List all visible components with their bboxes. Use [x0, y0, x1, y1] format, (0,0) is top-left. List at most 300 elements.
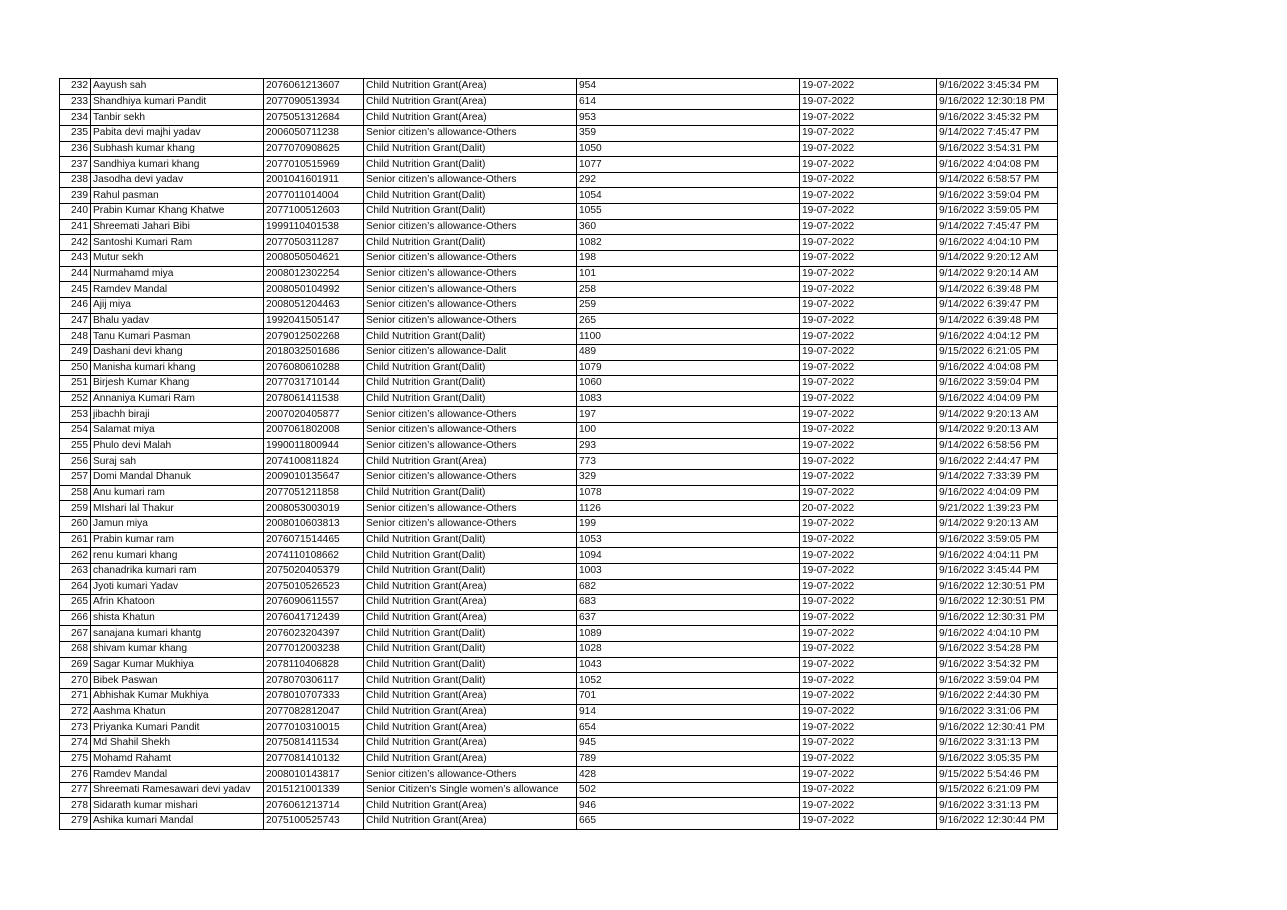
id-number-cell: 2077051211858: [264, 485, 364, 501]
id-number-cell: 1990011800944: [264, 438, 364, 454]
amount-cell: 1077: [577, 157, 800, 173]
amount-cell: 614: [577, 94, 800, 110]
date-cell: 19-07-2022: [800, 767, 937, 783]
serial-number-cell: 250: [60, 360, 91, 376]
amount-cell: 292: [577, 172, 800, 188]
date-cell: 19-07-2022: [800, 516, 937, 532]
allowance-type-cell: Senior Citizen's Single women’s allowance: [364, 782, 577, 798]
name-cell: sanajana kumari khantg: [91, 626, 264, 642]
allowance-type-cell: Child Nutrition Grant(Area): [364, 110, 577, 126]
allowance-type-cell: Child Nutrition Grant(Dalit): [364, 204, 577, 220]
date-cell: 19-07-2022: [800, 642, 937, 658]
table-row: [60, 125, 1058, 141]
table-row: [60, 454, 1058, 470]
date-cell: 19-07-2022: [800, 532, 937, 548]
id-number-cell: 2077100512603: [264, 204, 364, 220]
date-cell: 19-07-2022: [800, 814, 937, 830]
timestamp-cell: 9/14/2022 6:58:57 PM: [937, 172, 1058, 188]
table-row: [60, 735, 1058, 751]
date-cell: 19-07-2022: [800, 704, 937, 720]
date-cell: 19-07-2022: [800, 157, 937, 173]
allowance-type-cell: Child Nutrition Grant(Dalit): [364, 532, 577, 548]
allowance-type-cell: Child Nutrition Grant(Dalit): [364, 673, 577, 689]
serial-number-cell: 269: [60, 657, 91, 673]
allowance-type-cell: Senior citizen’s allowance-Others: [364, 501, 577, 517]
timestamp-cell: 9/16/2022 3:45:32 PM: [937, 110, 1058, 126]
serial-number-cell: 270: [60, 673, 91, 689]
name-cell: Jasodha devi yadav: [91, 172, 264, 188]
date-cell: 19-07-2022: [800, 438, 937, 454]
date-cell: 19-07-2022: [800, 219, 937, 235]
id-number-cell: 2077031710144: [264, 376, 364, 392]
table-row: [60, 282, 1058, 298]
id-number-cell: 2077012003238: [264, 642, 364, 658]
amount-cell: 100: [577, 423, 800, 439]
id-number-cell: 2078110406828: [264, 657, 364, 673]
date-cell: 19-07-2022: [800, 688, 937, 704]
table-row: [60, 297, 1058, 313]
table-row: [60, 251, 1058, 267]
amount-cell: 1089: [577, 626, 800, 642]
name-cell: Sagar Kumar Mukhiya: [91, 657, 264, 673]
id-number-cell: 2077082812047: [264, 704, 364, 720]
name-cell: Pabita devi majhi yadav: [91, 125, 264, 141]
date-cell: 19-07-2022: [800, 94, 937, 110]
name-cell: Priyanka Kumari Pandit: [91, 720, 264, 736]
table-row: [60, 266, 1058, 282]
timestamp-cell: 9/16/2022 4:04:12 PM: [937, 329, 1058, 345]
name-cell: Bhalu yadav: [91, 313, 264, 329]
table-row: [60, 219, 1058, 235]
date-cell: 19-07-2022: [800, 548, 937, 564]
allowance-type-cell: Child Nutrition Grant(Area): [364, 688, 577, 704]
name-cell: Mohamd Rahamt: [91, 751, 264, 767]
amount-cell: 945: [577, 735, 800, 751]
timestamp-cell: 9/16/2022 3:05:35 PM: [937, 751, 1058, 767]
allowance-type-cell: Child Nutrition Grant(Dalit): [364, 391, 577, 407]
serial-number-cell: 273: [60, 720, 91, 736]
allowance-type-cell: Child Nutrition Grant(Area): [364, 454, 577, 470]
date-cell: 19-07-2022: [800, 563, 937, 579]
table-row: [60, 485, 1058, 501]
timestamp-cell: 9/16/2022 3:59:05 PM: [937, 532, 1058, 548]
allowance-type-cell: Senior citizen’s allowance-Others: [364, 470, 577, 486]
timestamp-cell: 9/14/2022 9:20:14 AM: [937, 266, 1058, 282]
date-cell: 19-07-2022: [800, 141, 937, 157]
date-cell: 19-07-2022: [800, 735, 937, 751]
allowance-type-cell: Child Nutrition Grant(Dalit): [364, 548, 577, 564]
id-number-cell: 2009010135647: [264, 470, 364, 486]
date-cell: 19-07-2022: [800, 798, 937, 814]
amount-cell: 773: [577, 454, 800, 470]
amount-cell: 701: [577, 688, 800, 704]
serial-number-cell: 235: [60, 125, 91, 141]
id-number-cell: 2075010526523: [264, 579, 364, 595]
serial-number-cell: 244: [60, 266, 91, 282]
table-row: [60, 407, 1058, 423]
date-cell: 19-07-2022: [800, 79, 937, 95]
name-cell: Bibek Paswan: [91, 673, 264, 689]
allowance-type-cell: Child Nutrition Grant(Area): [364, 79, 577, 95]
id-number-cell: 2006050711238: [264, 125, 364, 141]
date-cell: 19-07-2022: [800, 204, 937, 220]
serial-number-cell: 268: [60, 642, 91, 658]
serial-number-cell: 238: [60, 172, 91, 188]
table-row: [60, 579, 1058, 595]
timestamp-cell: 9/16/2022 12:30:51 PM: [937, 579, 1058, 595]
allowance-type-cell: Child Nutrition Grant(Dalit): [364, 188, 577, 204]
amount-cell: 1028: [577, 642, 800, 658]
serial-number-cell: 264: [60, 579, 91, 595]
id-number-cell: 2007020405877: [264, 407, 364, 423]
name-cell: Manisha kumari khang: [91, 360, 264, 376]
amount-cell: 1055: [577, 204, 800, 220]
serial-number-cell: 249: [60, 344, 91, 360]
serial-number-cell: 233: [60, 94, 91, 110]
date-cell: 19-07-2022: [800, 595, 937, 611]
timestamp-cell: 9/15/2022 5:54:46 PM: [937, 767, 1058, 783]
table-row: [60, 704, 1058, 720]
serial-number-cell: 267: [60, 626, 91, 642]
timestamp-cell: 9/16/2022 4:04:10 PM: [937, 626, 1058, 642]
table-row: [60, 767, 1058, 783]
amount-cell: 329: [577, 470, 800, 486]
name-cell: Jamun miya: [91, 516, 264, 532]
name-cell: Sandhiya kumari khang: [91, 157, 264, 173]
date-cell: 19-07-2022: [800, 172, 937, 188]
id-number-cell: 2015121001339: [264, 782, 364, 798]
serial-number-cell: 245: [60, 282, 91, 298]
amount-cell: 428: [577, 767, 800, 783]
name-cell: Sidarath kumar mishari: [91, 798, 264, 814]
id-number-cell: 2075100525743: [264, 814, 364, 830]
allowance-type-cell: Senior citizen’s allowance-Others: [364, 407, 577, 423]
serial-number-cell: 279: [60, 814, 91, 830]
id-number-cell: 2075020405379: [264, 563, 364, 579]
id-number-cell: 2077010515969: [264, 157, 364, 173]
allowance-type-cell: Child Nutrition Grant(Area): [364, 720, 577, 736]
name-cell: Ramdev Mandal: [91, 282, 264, 298]
allowance-type-cell: Child Nutrition Grant(Dalit): [364, 235, 577, 251]
name-cell: Phulo devi Malah: [91, 438, 264, 454]
date-cell: 19-07-2022: [800, 610, 937, 626]
id-number-cell: 1999110401538: [264, 219, 364, 235]
allowance-type-cell: Child Nutrition Grant(Area): [364, 704, 577, 720]
timestamp-cell: 9/16/2022 3:45:44 PM: [937, 563, 1058, 579]
id-number-cell: 2078061411538: [264, 391, 364, 407]
table-row: [60, 626, 1058, 642]
amount-cell: 1053: [577, 532, 800, 548]
serial-number-cell: 234: [60, 110, 91, 126]
table-row: [60, 516, 1058, 532]
amount-cell: 637: [577, 610, 800, 626]
date-cell: 19-07-2022: [800, 282, 937, 298]
id-number-cell: 2008010143817: [264, 767, 364, 783]
date-cell: 19-07-2022: [800, 470, 937, 486]
timestamp-cell: 9/16/2022 3:59:05 PM: [937, 204, 1058, 220]
table-row: [60, 501, 1058, 517]
timestamp-cell: 9/16/2022 3:59:04 PM: [937, 376, 1058, 392]
amount-cell: 360: [577, 219, 800, 235]
date-cell: 19-07-2022: [800, 657, 937, 673]
allowance-type-cell: Child Nutrition Grant(Area): [364, 798, 577, 814]
name-cell: jibachh biraji: [91, 407, 264, 423]
serial-number-cell: 277: [60, 782, 91, 798]
id-number-cell: 2076061213607: [264, 79, 364, 95]
date-cell: 19-07-2022: [800, 626, 937, 642]
date-cell: 19-07-2022: [800, 235, 937, 251]
table-row: [60, 798, 1058, 814]
amount-cell: 1078: [577, 485, 800, 501]
timestamp-cell: 9/15/2022 6:21:05 PM: [937, 344, 1058, 360]
amount-cell: 1052: [577, 673, 800, 689]
serial-number-cell: 256: [60, 454, 91, 470]
table-row: [60, 782, 1058, 798]
table-row: [60, 657, 1058, 673]
id-number-cell: 2076071514465: [264, 532, 364, 548]
timestamp-cell: 9/16/2022 2:44:47 PM: [937, 454, 1058, 470]
table-row: [60, 157, 1058, 173]
date-cell: 19-07-2022: [800, 344, 937, 360]
allowance-type-cell: Senior citizen’s allowance-Others: [364, 251, 577, 267]
id-number-cell: 2008012302254: [264, 266, 364, 282]
timestamp-cell: 9/14/2022 6:39:47 PM: [937, 297, 1058, 313]
serial-number-cell: 240: [60, 204, 91, 220]
serial-number-cell: 243: [60, 251, 91, 267]
serial-number-cell: 253: [60, 407, 91, 423]
name-cell: Rahul pasman: [91, 188, 264, 204]
serial-number-cell: 266: [60, 610, 91, 626]
name-cell: Salamat miya: [91, 423, 264, 439]
table-row: [60, 110, 1058, 126]
amount-cell: 1083: [577, 391, 800, 407]
timestamp-cell: 9/16/2022 4:04:10 PM: [937, 235, 1058, 251]
date-cell: 20-07-2022: [800, 501, 937, 517]
timestamp-cell: 9/16/2022 12:30:51 PM: [937, 595, 1058, 611]
table-row: [60, 814, 1058, 830]
name-cell: Shandhiya kumari Pandit: [91, 94, 264, 110]
serial-number-cell: 265: [60, 595, 91, 611]
id-number-cell: 2075051312684: [264, 110, 364, 126]
table-row: [60, 235, 1058, 251]
id-number-cell: 2077011014004: [264, 188, 364, 204]
amount-cell: 946: [577, 798, 800, 814]
id-number-cell: 2076090611557: [264, 595, 364, 611]
date-cell: 19-07-2022: [800, 297, 937, 313]
allowance-type-cell: Child Nutrition Grant(Dalit): [364, 376, 577, 392]
amount-cell: 1054: [577, 188, 800, 204]
date-cell: 19-07-2022: [800, 110, 937, 126]
table-row: [60, 329, 1058, 345]
name-cell: Abhishak Kumar Mukhiya: [91, 688, 264, 704]
name-cell: Subhash kumar khang: [91, 141, 264, 157]
table-row: [60, 751, 1058, 767]
allowance-type-cell: Child Nutrition Grant(Area): [364, 579, 577, 595]
timestamp-cell: 9/14/2022 7:33:39 PM: [937, 470, 1058, 486]
table-row: [60, 595, 1058, 611]
serial-number-cell: 232: [60, 79, 91, 95]
name-cell: chanadrika kumari ram: [91, 563, 264, 579]
table-row: [60, 94, 1058, 110]
allowance-type-cell: Senior citizen’s allowance-Others: [364, 282, 577, 298]
name-cell: Prabin kumar ram: [91, 532, 264, 548]
amount-cell: 1050: [577, 141, 800, 157]
name-cell: Tanu Kumari Pasman: [91, 329, 264, 345]
serial-number-cell: 260: [60, 516, 91, 532]
timestamp-cell: 9/16/2022 12:30:18 PM: [937, 94, 1058, 110]
amount-cell: 1060: [577, 376, 800, 392]
name-cell: Md Shahil Shekh: [91, 735, 264, 751]
timestamp-cell: 9/16/2022 3:54:28 PM: [937, 642, 1058, 658]
timestamp-cell: 9/16/2022 4:04:09 PM: [937, 485, 1058, 501]
timestamp-cell: 9/14/2022 6:39:48 PM: [937, 313, 1058, 329]
name-cell: Tanbir sekh: [91, 110, 264, 126]
timestamp-cell: 9/14/2022 7:45:47 PM: [937, 219, 1058, 235]
serial-number-cell: 274: [60, 735, 91, 751]
amount-cell: 199: [577, 516, 800, 532]
table-row: [60, 720, 1058, 736]
amount-cell: 789: [577, 751, 800, 767]
name-cell: shista Khatun: [91, 610, 264, 626]
table-row: [60, 188, 1058, 204]
allowance-type-cell: Senior citizen’s allowance-Others: [364, 297, 577, 313]
name-cell: Ramdev Mandal: [91, 767, 264, 783]
id-number-cell: 2007061802008: [264, 423, 364, 439]
name-cell: Aayush sah: [91, 79, 264, 95]
name-cell: Domi Mandal Dhanuk: [91, 470, 264, 486]
allowance-type-cell: Senior citizen’s allowance-Others: [364, 313, 577, 329]
id-number-cell: 2077081410132: [264, 751, 364, 767]
name-cell: Jyoti kumari Yadav: [91, 579, 264, 595]
table-row: [60, 313, 1058, 329]
id-number-cell: 2076041712439: [264, 610, 364, 626]
date-cell: 19-07-2022: [800, 376, 937, 392]
id-number-cell: 2075081411534: [264, 735, 364, 751]
id-number-cell: 2077070908625: [264, 141, 364, 157]
timestamp-cell: 9/14/2022 9:20:12 AM: [937, 251, 1058, 267]
amount-cell: 502: [577, 782, 800, 798]
serial-number-cell: 239: [60, 188, 91, 204]
id-number-cell: 2008010603813: [264, 516, 364, 532]
timestamp-cell: 9/16/2022 4:04:09 PM: [937, 391, 1058, 407]
date-cell: 19-07-2022: [800, 751, 937, 767]
allowance-type-cell: Senior citizen’s allowance-Others: [364, 767, 577, 783]
allowance-type-cell: Senior citizen’s allowance-Others: [364, 516, 577, 532]
allowance-type-cell: Child Nutrition Grant(Dalit): [364, 563, 577, 579]
id-number-cell: 2074100811824: [264, 454, 364, 470]
allowance-type-cell: Child Nutrition Grant(Area): [364, 735, 577, 751]
allowance-type-cell: Senior citizen’s allowance-Others: [364, 266, 577, 282]
id-number-cell: 2077050311287: [264, 235, 364, 251]
id-number-cell: 2074110108662: [264, 548, 364, 564]
amount-cell: 1079: [577, 360, 800, 376]
table-row: [60, 610, 1058, 626]
allowance-type-cell: Senior citizen’s allowance-Others: [364, 438, 577, 454]
table-row: [60, 391, 1058, 407]
allowance-type-cell: Child Nutrition Grant(Dalit): [364, 157, 577, 173]
date-cell: 19-07-2022: [800, 360, 937, 376]
date-cell: 19-07-2022: [800, 266, 937, 282]
timestamp-cell: 9/16/2022 3:45:34 PM: [937, 79, 1058, 95]
timestamp-cell: 9/16/2022 12:30:41 PM: [937, 720, 1058, 736]
timestamp-cell: 9/15/2022 6:21:09 PM: [937, 782, 1058, 798]
serial-number-cell: 257: [60, 470, 91, 486]
table-row: [60, 563, 1058, 579]
allowance-type-cell: Child Nutrition Grant(Dalit): [364, 642, 577, 658]
allowance-type-cell: Child Nutrition Grant(Area): [364, 814, 577, 830]
timestamp-cell: 9/16/2022 3:59:04 PM: [937, 673, 1058, 689]
amount-cell: 258: [577, 282, 800, 298]
name-cell: Shreemati Ramesawari devi yadav: [91, 782, 264, 798]
name-cell: Prabin Kumar Khang Khatwe: [91, 204, 264, 220]
name-cell: Santoshi Kumari Ram: [91, 235, 264, 251]
amount-cell: 1082: [577, 235, 800, 251]
date-cell: 19-07-2022: [800, 188, 937, 204]
id-number-cell: 2008050104992: [264, 282, 364, 298]
serial-number-cell: 278: [60, 798, 91, 814]
amount-cell: 293: [577, 438, 800, 454]
id-number-cell: 1992041505147: [264, 313, 364, 329]
amount-cell: 953: [577, 110, 800, 126]
amount-cell: 654: [577, 720, 800, 736]
serial-number-cell: 247: [60, 313, 91, 329]
table-row: [60, 532, 1058, 548]
name-cell: Afrin Khatoon: [91, 595, 264, 611]
date-cell: 19-07-2022: [800, 391, 937, 407]
amount-cell: 683: [577, 595, 800, 611]
allowance-type-cell: Senior citizen’s allowance-Others: [364, 125, 577, 141]
id-number-cell: 2076080610288: [264, 360, 364, 376]
serial-number-cell: 272: [60, 704, 91, 720]
id-number-cell: 2018032501686: [264, 344, 364, 360]
timestamp-cell: 9/16/2022 4:04:08 PM: [937, 360, 1058, 376]
timestamp-cell: 9/16/2022 4:04:11 PM: [937, 548, 1058, 564]
allowance-type-cell: Child Nutrition Grant(Area): [364, 94, 577, 110]
serial-number-cell: 263: [60, 563, 91, 579]
allowance-type-cell: Child Nutrition Grant(Area): [364, 610, 577, 626]
amount-cell: 914: [577, 704, 800, 720]
id-number-cell: 2008053003019: [264, 501, 364, 517]
timestamp-cell: 9/16/2022 3:31:13 PM: [937, 735, 1058, 751]
amount-cell: 1126: [577, 501, 800, 517]
timestamp-cell: 9/16/2022 12:30:31 PM: [937, 610, 1058, 626]
id-number-cell: 2076023204397: [264, 626, 364, 642]
serial-number-cell: 251: [60, 376, 91, 392]
timestamp-cell: 9/14/2022 6:58:56 PM: [937, 438, 1058, 454]
date-cell: 19-07-2022: [800, 673, 937, 689]
name-cell: Suraj sah: [91, 454, 264, 470]
allowance-type-cell: Senior citizen’s allowance-Others: [364, 219, 577, 235]
table-row: [60, 688, 1058, 704]
allowance-type-cell: Child Nutrition Grant(Area): [364, 751, 577, 767]
serial-number-cell: 246: [60, 297, 91, 313]
id-number-cell: 2078070306117: [264, 673, 364, 689]
serial-number-cell: 236: [60, 141, 91, 157]
timestamp-cell: 9/16/2022 3:59:04 PM: [937, 188, 1058, 204]
allowance-type-cell: Child Nutrition Grant(Dalit): [364, 657, 577, 673]
amount-cell: 665: [577, 814, 800, 830]
allowance-type-cell: Child Nutrition Grant(Dalit): [364, 329, 577, 345]
amount-cell: 1100: [577, 329, 800, 345]
amount-cell: 1094: [577, 548, 800, 564]
table-row: [60, 376, 1058, 392]
table-row: [60, 204, 1058, 220]
serial-number-cell: 252: [60, 391, 91, 407]
serial-number-cell: 262: [60, 548, 91, 564]
name-cell: Nurmahamd miya: [91, 266, 264, 282]
timestamp-cell: 9/14/2022 7:45:47 PM: [937, 125, 1058, 141]
allowance-type-cell: Child Nutrition Grant(Dalit): [364, 485, 577, 501]
